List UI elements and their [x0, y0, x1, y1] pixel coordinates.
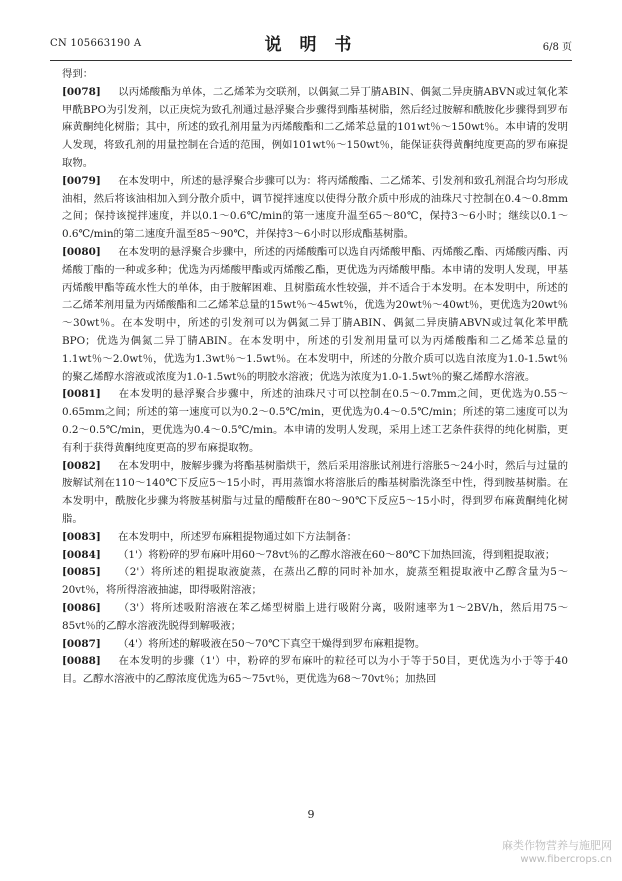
paragraph-number: [0085]: [62, 566, 101, 579]
paragraph-text: 在本发明中，胺解步骤为将酯基树脂烘干，然后采用溶胀试剂进行溶胀5～24小时，然后与过量的胺解试剂在110～140℃下反应5～15小时，再用蒸馏水将溶胀后的酯基树脂洗涤至中性，得到胺基树脂。在本发明中，酰胺化步骤为将胺基树脂与过量的醋酸酐在80～90℃下反应5～15小时，得到罗布麻黄酮纯化树脂。: [62, 459, 568, 525]
paragraph-number: [0078]: [62, 85, 101, 98]
header-rule: [50, 60, 572, 61]
paragraph-number: [0084]: [62, 548, 101, 561]
paragraph-0078: [62, 84, 568, 173]
paragraph-0081: [62, 386, 568, 457]
watermark-title: 麻类作物营养与施肥网: [502, 839, 612, 852]
paragraph-number: [0082]: [62, 459, 101, 472]
paragraph-0082: [62, 458, 568, 529]
paragraph-number: [0083]: [62, 530, 101, 543]
lead-line: 得到：: [62, 68, 94, 80]
paragraph-number: [0086]: [62, 601, 101, 614]
body-text: [62, 66, 568, 689]
paragraph-number: [0088]: [62, 655, 101, 668]
paragraph-0083: [62, 529, 568, 547]
watermark-url: www.fibercrops.cn: [520, 854, 612, 865]
paragraph-text: 在本发明的悬浮聚合步骤中，所述的油珠尺寸可以控制在0.5～0.7mm之间，更优选为0.55～0.65mm之间；所述的第一速度可以为0.2～0.5℃/min，更优选为0.4～0.5℃/min；所述的第二速度可以为0.2～0.5℃/min，更优选为0.4～0.5℃/min。本申请的发明人发现，采用上述工艺条件获得的纯化树脂，更有利于获得黄酮纯度更高的罗布麻提取物。: [62, 388, 568, 454]
paragraph-0085: [62, 564, 568, 600]
paragraph-text: 在本发明的步骤（1'）中，粉碎的罗布麻叶的粒径可以为小于等于50目，更优选为小于等于40目。乙醇水溶液中的乙醇浓度优选为65～75vt％，更优选为68～70vt％；加热回: [62, 655, 568, 686]
paragraph-number: [0079]: [62, 174, 101, 187]
paragraph-number: [0080]: [62, 245, 101, 258]
paragraph-number: [0087]: [62, 637, 101, 650]
paragraph-0084: [62, 547, 568, 565]
paragraph-0087: [62, 636, 568, 654]
page-header: [50, 30, 572, 56]
paragraph-0079: [62, 173, 568, 244]
page-number: 9: [307, 808, 315, 821]
patent-number: CN 105663190 A: [50, 38, 142, 49]
paragraph-text: 在本发明中，所述的悬浮聚合步骤可以为：将丙烯酸酯、二乙烯苯、引发剂和致孔剂混合均匀形成油相，然后将该油相加入到分散介质中，调节搅拌速度以使得分散介质中形成的油珠尺寸控制在0.4～0.8mm之间；保持该搅拌速度，并以0.1～0.6℃/min的第一速度升温至65～80℃，保持3～6小时；继续以0.1～0.6℃/min的第二速度升温至85～90℃，并保持3～6小时以形成酯基树脂。: [62, 174, 568, 241]
paragraph-0086: [62, 600, 568, 636]
paragraph-text: （3'）将所述吸附溶液在苯乙烯型树脂上进行吸附分离，吸附速率为1～2BV/h，然后用75～85vt％的乙醇水溶液洗脱得到解吸液；: [62, 601, 568, 632]
paragraph-text: （2'）将所述的粗提取液旋蒸，在蒸出乙醇的同时补加水，旋蒸至粗提取液中乙醇含量为5～20vt％，将所得溶液抽滤，即得吸附溶液；: [62, 566, 568, 597]
paragraph-text: （4'）将所述的解吸液在50～70℃下真空干燥得到罗布麻粗提物。: [118, 637, 426, 650]
page-indicator: 6/8 页: [542, 42, 572, 53]
paragraph-number: [0081]: [62, 388, 101, 401]
site-watermark: [502, 839, 612, 867]
paragraph-text: 在本发明的悬浮聚合步骤中，所述的丙烯酸酯可以选自丙烯酸甲酯、丙烯酸乙酯、丙烯酸丙酯、丙烯酸丁酯的一种或多种；优选为丙烯酸甲酯或丙烯酸乙酯，更优选为丙烯酸甲酯。本申请的发明人发现，甲基丙烯酸甲酯等疏水性大的单体，由于胺解困难、且树脂疏水性较强，并不适合于本发明。在本发明中，所述的二乙烯苯剂用量为丙烯酸酯和二乙烯苯总量的15wt％～45wt％，优选为20wt％～40wt％，更优选为20wt％～30wt％。在本发明中，所述的引发剂可以为偶氮二异丁腈ABIN、偶氮二异庚腈ABVN或过氧化苯甲酰BPO；优选为偶氮二异丁腈ABIN。在本发明中，所述的引发剂用量可以为丙烯酸酯和二乙烯苯总量的1.1wt％～2.0wt％，优选为1.3wt％～1.5wt％。在本发明中，所述的分散介质可以选自浓度为1.0-1.5wt％的聚乙烯醇水溶液或浓度为1.0-1.5wt％的明胶水溶液；优选为浓度为1.0-1.5wt％的聚乙烯醇水溶液。: [62, 245, 568, 383]
paragraph-text: 以丙烯酸酯为单体，二乙烯苯为交联剂，以偶氮二异丁腈ABIN、偶氮二异庚腈ABVN或过氧化苯甲酰BPO为引发剂，以正庚烷为致孔剂通过悬浮聚合步骤得到酯基树脂，然后经过胺解和酰胺化步骤得到罗布麻黄酮纯化树脂；其中，所述的致孔剂用量为丙烯酸酯和二乙烯苯总量的101wt％～150wt％。本申请的发明人发现，将致孔剂的用量控制在合适的范围，例如101wt％～150wt％，能保证获得黄酮纯度更高的罗布麻提取物。: [62, 85, 568, 169]
paragraph-text: （1'）将粉碎的罗布麻叶用60～78vt％的乙醇水溶液在60～80℃下加热回流，得到粗提取液；: [118, 548, 556, 561]
paragraph-0088: [62, 653, 568, 689]
paragraph-0080: [62, 244, 568, 386]
document-title: 说 明 书: [264, 35, 358, 55]
paragraph-text: 在本发明中，所述罗布麻粗提物通过如下方法制备：: [118, 530, 357, 543]
